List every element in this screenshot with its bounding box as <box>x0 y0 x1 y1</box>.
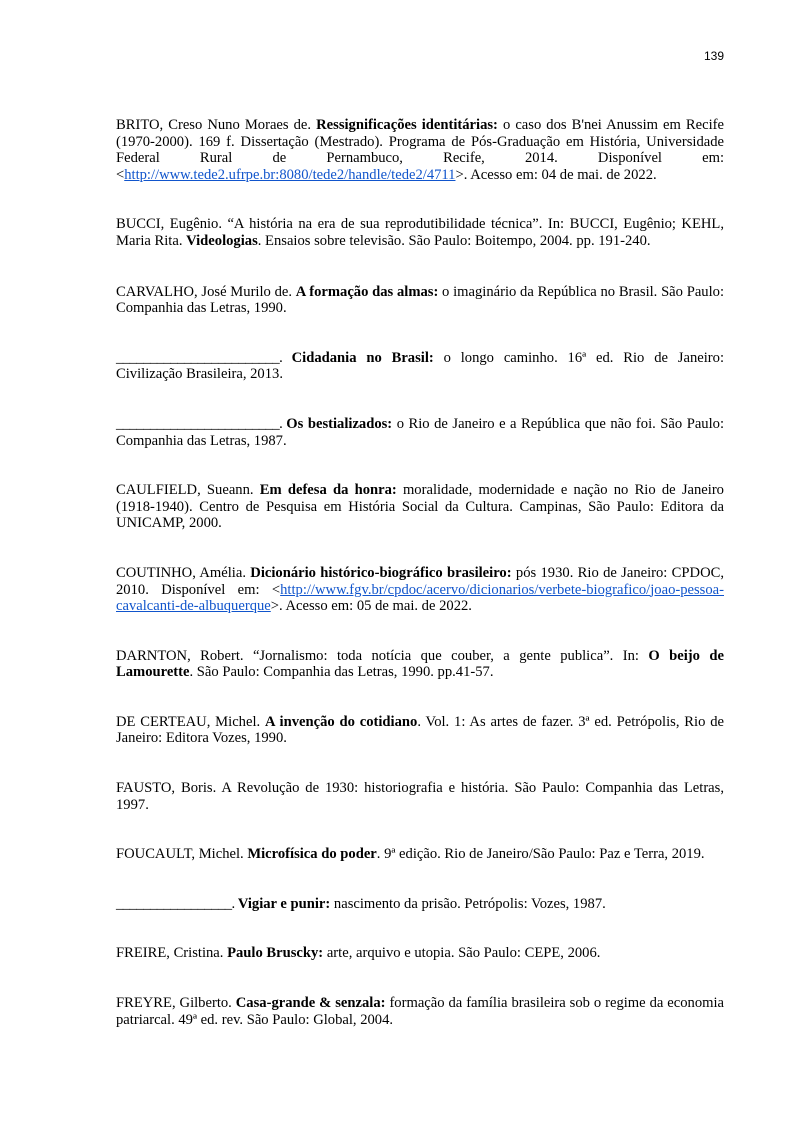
reference-freire <box>116 945 724 962</box>
reference-details: o imaginário da República no Brasil. São Paulo: Companhia das Letras, 1990. <box>116 283 724 317</box>
reference-details: o Rio de Janeiro e a República que não foi. São Paulo: Companhia das Letras, 1987. <box>116 415 725 449</box>
reference-details: nascimento da prisão. Petrópolis: Vozes, 1987. <box>330 895 606 912</box>
reference-coutinho <box>116 565 724 615</box>
reference-title: Paulo Bruscky: <box>227 945 324 962</box>
reference-title: Vigiar e punir: <box>237 895 331 912</box>
reference-title: A formação das almas: <box>295 283 439 300</box>
reference-author: DE CERTEAU, Michel. <box>116 713 265 730</box>
reference-brito <box>116 117 724 183</box>
reference-link[interactable]: http://www.fgv.br/cpdoc/acervo/dicionarios/verbete-biografico/joao-pessoa-cavalcanti-de-albuquerque <box>116 581 724 615</box>
reference-title: A invenção do cotidiano <box>264 713 418 730</box>
reference-author: BRITO, Creso Nuno Moraes de. <box>116 117 317 133</box>
reference-author: CARVALHO, José Murilo de. <box>116 283 296 300</box>
reference-details: . São Paulo: Companhia das Letras, 1990. pp.41-57. <box>189 664 494 681</box>
reference-access-date: >. Acesso em: 04 de mai. de 2022. <box>455 166 657 183</box>
reference-details: . Vol. 1: As artes de fazer. 3ª ed. Petrópolis, Rio de Janeiro: Editora Vozes, 1990. <box>116 713 724 747</box>
reference-list <box>116 117 724 1028</box>
reference-freyre <box>116 995 724 1028</box>
reference-details: moralidade, modernidade e nação no Rio de Janeiro (1918-1940). Centro de Pesquisa em História Social da Cultura. Campinas, São Paulo: Editora da UNICAMP, 2000. <box>116 482 724 532</box>
reference-carvalho-cidadania <box>116 350 724 383</box>
reference-title: Em defesa da honra: <box>259 482 397 499</box>
reference-title: Dicionário histórico-biográfico brasileiro: <box>250 564 512 581</box>
reference-access-date: >. Acesso em: 05 de mai. de 2022. <box>270 598 472 615</box>
reference-title: Casa-grande & senzala: <box>235 995 386 1012</box>
reference-carvalho-almas <box>116 284 724 317</box>
reference-title: O beijo de Lamourette <box>116 647 724 681</box>
reference-title: Microfísica do poder <box>247 846 377 863</box>
reference-author: ________________________. <box>116 415 287 432</box>
reference-foucault-microfisica <box>116 846 724 863</box>
reference-carvalho-bestializados <box>116 416 724 449</box>
reference-author: ________________________. <box>116 349 292 366</box>
reference-fausto <box>116 780 724 813</box>
reference-title: Cidadania no Brasil: <box>291 349 434 366</box>
reference-author: DARNTON, Robert. “Jornalismo: toda notícia que couber, a gente publica”. In: <box>116 647 649 664</box>
page-number: 139 <box>703 49 724 63</box>
reference-details: arte, arquivo e utopia. São Paulo: CEPE, 2006. <box>323 945 601 962</box>
reference-author: BUCCI, Eugênio. “A história na era de sua reprodutibilidade técnica”. In: BUCCI, Eugênio; KEHL, Maria Rita. <box>116 216 724 249</box>
reference-details: o caso dos B'nei Anussim em Recife (1970-2000). 169 f. Dissertação (Mestrado). Programa de Pós-Graduação em História, Universidade Federal Rural de Pernambuco, Recife, 2014. Disponível em: < <box>116 117 725 183</box>
reference-author: _________________. <box>116 895 238 912</box>
reference-title: Ressignificações identitárias: <box>316 117 498 133</box>
reference-de-certeau <box>116 714 724 747</box>
reference-author: FREYRE, Gilberto. <box>116 995 236 1012</box>
reference-caulfield <box>116 482 724 532</box>
reference-details: pós 1930. Rio de Janeiro: CPDOC, 2010. Disponível em: < <box>116 564 724 598</box>
reference-author: CAULFIELD, Sueann. <box>116 482 260 499</box>
reference-foucault-vigiar <box>116 896 724 913</box>
reference-author: FOUCAULT, Michel. <box>116 846 248 863</box>
reference-title: Videologias <box>186 232 258 249</box>
reference-author: FREIRE, Cristina. <box>116 945 228 962</box>
reference-author: COUTINHO, Amélia. <box>116 564 251 581</box>
reference-author: FAUSTO, Boris. A Revolução de 1930: historiografia e história. São Paulo: Companhia das Letras, 1997. <box>116 780 724 813</box>
reference-link[interactable]: http://www.tede2.ufrpe.br:8080/tede2/handle/tede2/4711 <box>124 166 456 183</box>
reference-darnton <box>116 648 724 681</box>
reference-details: . Ensaios sobre televisão. São Paulo: Boitempo, 2004. pp. 191-240. <box>257 232 651 249</box>
reference-title: Os bestializados: <box>286 415 393 432</box>
reference-bucci <box>116 216 724 249</box>
reference-details: o longo caminho. 16ª ed. Rio de Janeiro: Civilização Brasileira, 2013. <box>116 349 725 383</box>
reference-details: . 9ª edição. Rio de Janeiro/São Paulo: Paz e Terra, 2019. <box>376 846 705 863</box>
reference-details: formação da família brasileira sob o regime da economia patriarcal. 49ª ed. rev. São Paulo: Global, 2004. <box>116 995 725 1028</box>
